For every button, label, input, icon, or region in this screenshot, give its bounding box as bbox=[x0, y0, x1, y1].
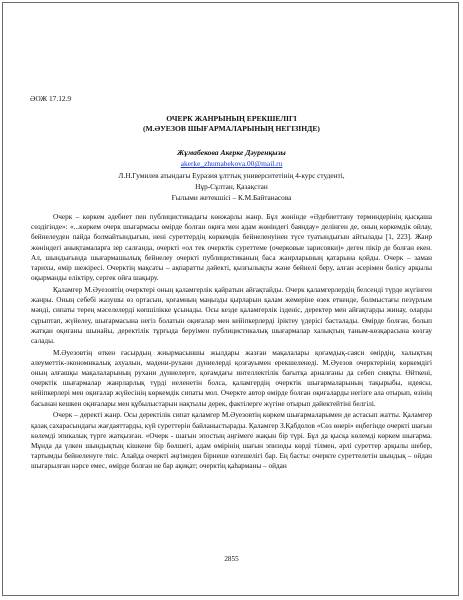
article-body bbox=[31, 212, 432, 473]
author-city: Нұр-Сұлтан, Қазақстан bbox=[195, 182, 268, 191]
paragraph: Қаламгер М.Әуезовтің очерктері оның қаламгерлік қайратын айғақтайды. Очерк қаламгерлердің белсенді түрде жүгінген жанры. Оның себебі жазушы өз ортасын, қоғамның маңызды қырларын қалам жемеріне өзек еткенде, болмыстағы пезүрлым мәнді, сипаты терең мәселелерді көпшілікке ұсынады. Осы кезде қаламгерлік ізденіс, деректер мен айғақтарды жинау, оларды сұрыптап, жүйелеу, шығармасына негіз болатын оқиғалар мен кейіпкерлерді іріктеу үдерісі басталады. Өмірде болған, болып жатқан оқиғаны шынайы, деректілік тұрғыда беруімен публицистикалық шығармалар халықтың таным-көзқарасына көзгау салады. bbox=[31, 285, 432, 345]
paragraph: Очерк – деректі жанр. Осы деректілік сипат қаламгер М.Әуезовтің көркем шығармаларымен де астасып жатты. Қаламгер қазақ сахарасындағы жағдаяттарды, күй суреттерін байланыстырады. Қаламгер З.Қабдолов «Сөз өнері» еңбегінде очеркті шағын көлемді эпикалық түрге жатқызған. «Очерк - шағын эпостың әңгімеге жақын бір түрі. Бұл да қысқа көлемді көркем шығарма. Мұнда да үлкен шындықтың кішкене бір бөлшегі, адам өмірінің шағын эпизоды көрді тілмен, әрлі суреттер арқылы шебер, тартымды бейнеленуге тиіс. Алайда очеркті әңгімеден бірнеше өзгешелігі бар. Ең басты: очеркте суреттелетін шындық – ойдан шығарылған нәрсе емес, өмірде болған не бар ақиқат; очерктің қаһарманы – ойдан bbox=[31, 411, 432, 471]
article-subtitle: (М.ӘУЕЗОВ ШЫҒАРМАЛАРЫНЫҢ НЕГІЗІНДЕ) bbox=[143, 124, 320, 133]
author-name: Жұмабекова Акерке Дәуренқызы bbox=[177, 148, 286, 157]
article-title: ОЧЕРК ЖАНРЫНЫҢ ЕРЕКШЕЛІГІ bbox=[166, 114, 297, 123]
supervisor: Ғылыми жетекшісі – К.М.Байтанасова bbox=[171, 193, 292, 202]
author-email-link[interactable]: akerke_zhumabekova.00@mail.ru bbox=[180, 159, 283, 168]
page-number: 2855 bbox=[224, 555, 239, 563]
paragraph: Очерк – көркем әдебиет пен публицистикадағы көнжарлы жанр. Бұл жөнінде «Әдебиеттану терминдерінің қысқаша сөздігінде»: «...көркем очерк шығармасы өмірде болған оқиға мен адам жөніндегі баяндау» делінген де, оның көркемдік ойлау, бейнелеуден пайда болмайтындығын, нені суреттердің көркемдік бейнеленуінен түсе туатындығын айтылады [1, 223]. Жанр жөніндегі анықтамаларға зер салғанда, очеркті «ол тек очерктік суреттеме (очерковые зарисовки)» деген пікір де болған екен. Ал, шындығында шығармашылық бейнелеу очеркті публицистиканың баса жанрларының қатарына қойды. Очерк – заман тарихы, өмір шежіресі. Очерктің мақсаты – ақпаратты дәйекті, қызғылықты және бейнелі беру, алған әсерімен бөлісу арқылы оқырманды еліктіру, сергек ойға шақыру. bbox=[31, 213, 432, 283]
paragraph: М.Әуезовтің өткен ғасырдың жиырмасыншы жылдары жазған мақалалары қоғамдық-саяси өмірдің, халықтың әлеуметтік-экономикалық ахуалын, мәдени-рухани дүниелерді қозғауымен ерекшеленеді. М.Әуезов очерктерінің көркемдігі оның алғашқы мақалаларының рухани дүниелерге, қоғамдағы интеллектілік бағытқа арналғаны да себеп сияқты. Өйткені, очерктік шығармалар жанрларлық түрді иеленетін болса, қаламгердің очерктік шығармаларының тақырыбы, идеясы, кейіпкерлері мен оқиғалар жүйесінің көркемдік сипаты мол. Очеркте автор өмірде болған оқиғаларды негізге ала отырып, өзінің басынан кешкен оқиғалары мен құбылыстарын нақтылы дерек, фактілерге жүгіне отырып дәйектейтіні белгілі. bbox=[31, 348, 432, 408]
author-affiliation: Л.Н.Гумилев атындағы Еуразия ұлттық университетінің 4-курс студенті, bbox=[118, 171, 345, 180]
udc-code: ӘОЖ 17.12.9 bbox=[30, 94, 72, 103]
